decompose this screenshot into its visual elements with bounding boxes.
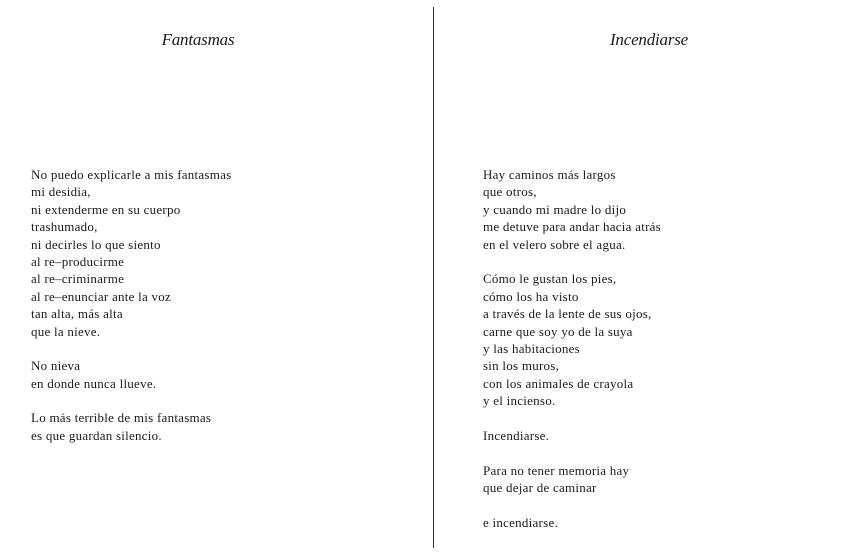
- poem-line: Para no tener memoria hay: [483, 462, 630, 478]
- poem-line: que la nieve.: [31, 323, 101, 339]
- poem-line: y las habitaciones: [483, 340, 580, 356]
- stanza: [483, 462, 661, 497]
- poem-line: tan alta, más alta: [31, 306, 123, 322]
- poem-line: y cuando mi madre lo dijo: [483, 201, 627, 217]
- poem-line: es que guardan silencio.: [31, 427, 162, 443]
- poem-line: cómo los ha visto: [483, 288, 579, 304]
- poem-line: con los animales de crayola: [483, 375, 634, 391]
- poem-line: me detuve para andar hacia atrás: [483, 219, 661, 235]
- poem-line: sin los muros,: [483, 358, 560, 374]
- poem-line: que dejar de caminar: [483, 480, 597, 496]
- poem-line: Cómo le gustan los pies,: [483, 271, 617, 287]
- stanza: [483, 166, 661, 253]
- poem-line: al re–enunciar ante la voz: [31, 288, 172, 304]
- stanza: [483, 427, 661, 444]
- poem-line: Hay caminos más largos: [483, 167, 616, 182]
- poem-line: ni decirles lo que siento: [31, 236, 161, 252]
- stanza: [483, 514, 661, 531]
- poem-line: No puedo explicarle a mis fantasmas: [31, 167, 232, 182]
- poem-line: carne que soy yo de la suya: [483, 323, 633, 339]
- stanza: [31, 166, 231, 340]
- poem-line: No nieva: [31, 358, 81, 374]
- poem-line: Lo más terrible de mis fantasmas: [31, 410, 212, 426]
- stanza: [31, 409, 231, 444]
- poem-line: en donde nunca llueve.: [31, 375, 157, 391]
- poem-line: Incendiarse.: [483, 427, 550, 443]
- poem-line: mi desidia,: [31, 184, 91, 200]
- poem-line: al re–producirme: [31, 253, 125, 269]
- poem-line: ni extenderme en su cuerpo: [31, 201, 181, 217]
- stanza: [483, 270, 661, 409]
- poem-title: Fantasmas: [161, 30, 235, 49]
- poem-line: a través de la lente de sus ojos,: [483, 306, 652, 322]
- poem-line: trashumado,: [31, 219, 98, 235]
- poem-line: que otros,: [483, 184, 537, 200]
- poem-body: [483, 166, 661, 531]
- right-page: [434, 0, 864, 556]
- poem-line: al re–criminarme: [31, 271, 125, 287]
- poem-body: [31, 166, 231, 444]
- poem-line: y el incienso.: [483, 393, 556, 409]
- poem-line: e incendiarse.: [483, 514, 558, 530]
- stanza: [31, 357, 231, 392]
- poem-title: Incendiarse: [609, 30, 689, 49]
- poem-line: en el velero sobre el agua.: [483, 236, 626, 252]
